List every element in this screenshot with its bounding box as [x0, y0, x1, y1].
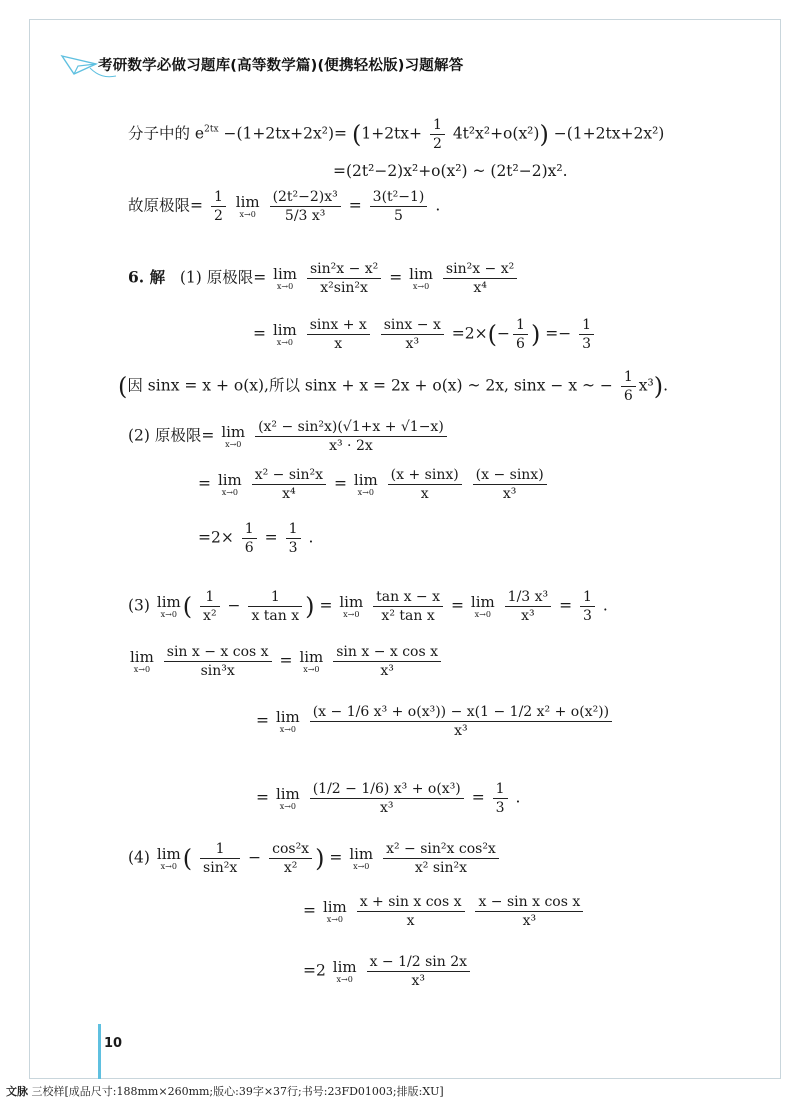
lim-word: lim	[275, 784, 300, 803]
colophon-text: 三校样[成品尺寸:188mm×260mm;版心:39字×37行;书号:23FD01003;排版:XU]	[31, 1085, 444, 1098]
numerator: 1	[432, 117, 442, 133]
limit	[272, 320, 297, 347]
colophon-brand: 文脉	[6, 1085, 28, 1098]
text: 1+2tx+	[361, 124, 423, 143]
paren: (	[182, 592, 193, 621]
lim-word: lim	[273, 264, 297, 283]
denominator: x²	[269, 858, 312, 875]
text: (2) 原极限=	[128, 426, 215, 445]
text: .	[308, 528, 314, 547]
lim-sub: x→0	[279, 724, 296, 734]
lim-word: lim	[409, 264, 433, 283]
fraction	[388, 468, 462, 501]
paren: )	[539, 120, 549, 149]
lim-sub: x→0	[326, 914, 343, 924]
footer-accent-bar	[98, 1024, 101, 1079]
denominator: 6	[513, 334, 528, 351]
numerator: (x − 1/6 x³ + o(x³)) − x(1 − 1/2 x² + o(x²))	[312, 704, 610, 720]
lim-word: lim	[470, 592, 495, 611]
numerator: x² − sin²x	[254, 467, 324, 483]
fraction	[307, 318, 370, 351]
fraction	[579, 318, 594, 351]
numerator: 1/3 x³	[507, 589, 549, 605]
lim-sub: x→0	[239, 209, 256, 219]
numerator: 1	[495, 781, 505, 797]
denominator: 3	[580, 606, 595, 623]
text: −(1+2tx+2x²)=	[223, 124, 348, 143]
fraction	[475, 895, 583, 928]
lim-sub: x→0	[225, 439, 242, 449]
numerator: tan x − x	[376, 589, 441, 605]
lim-sub: x→0	[160, 861, 177, 871]
denominator: 5/3 x³	[270, 206, 341, 223]
denominator: x³	[333, 661, 441, 678]
denominator: x³	[505, 606, 552, 623]
numerator: 1	[270, 589, 280, 605]
lim-sub: x→0	[303, 664, 320, 674]
numerator: 1	[205, 589, 215, 605]
fraction	[505, 590, 552, 623]
numerator: x + sin x cos x	[359, 894, 462, 910]
math-line-1	[128, 118, 664, 151]
lim-word: lim	[349, 844, 374, 863]
lim-word: lim	[339, 592, 364, 611]
numerator: (2t²−2)x³	[272, 189, 338, 205]
numerator: sinx + x	[309, 317, 367, 333]
limit	[470, 592, 495, 619]
numerator: 3(t²−1)	[372, 189, 425, 205]
numerator: cos²x	[272, 841, 310, 857]
text: =	[256, 711, 269, 730]
lim-sub: x→0	[412, 281, 430, 291]
math-line-3	[128, 190, 440, 223]
math-line-12	[256, 705, 615, 738]
limit	[299, 647, 324, 674]
denominator: 6	[242, 538, 257, 555]
colophon	[6, 1083, 444, 1099]
text: =	[253, 324, 266, 343]
math-line-15	[303, 895, 586, 928]
text: =−	[545, 324, 572, 343]
paren: )	[653, 372, 664, 401]
fraction	[473, 468, 547, 501]
text: =	[198, 474, 211, 493]
fraction	[493, 782, 508, 815]
numerator: sin²x − x²	[309, 261, 379, 277]
text: −	[248, 848, 262, 867]
denominator: x⁴	[443, 278, 517, 295]
paren: )	[530, 320, 541, 349]
text: =	[389, 268, 403, 287]
denominator: sin²x	[200, 858, 240, 875]
limit	[130, 647, 154, 674]
fraction	[248, 590, 302, 623]
fraction	[430, 118, 445, 151]
numerator: (x − sinx)	[475, 467, 544, 483]
lim-sub: x→0	[474, 609, 491, 619]
numerator: x − sin x cos x	[478, 894, 581, 910]
denominator: 2	[430, 134, 445, 151]
text: =	[471, 788, 485, 807]
fraction	[383, 842, 499, 875]
lim-word: lim	[130, 647, 154, 666]
text: (4)	[128, 848, 150, 867]
text: 因 sinx = x + o(x),所以 sinx + x = 2x + o(x) ~ 2x, sinx − x ~ −	[127, 376, 613, 395]
lim-sub: x→0	[343, 609, 360, 619]
lim-sub: x→0	[276, 337, 293, 347]
paren: (	[487, 320, 498, 349]
limit	[275, 707, 300, 734]
fraction	[200, 590, 220, 623]
denominator: x tan x	[248, 606, 302, 623]
lim-word: lim	[221, 422, 246, 441]
denominator: x	[307, 334, 370, 351]
numerator: 1	[288, 521, 298, 537]
denominator: sin³x	[164, 661, 272, 678]
numerator: 1	[623, 369, 633, 385]
math-line-4	[128, 262, 520, 295]
limit	[156, 844, 181, 871]
math-line-8	[198, 468, 550, 501]
math-line-16	[303, 955, 473, 988]
text: −(1+2tx+2x²)	[553, 124, 665, 143]
limit	[273, 264, 297, 291]
numerator: sin x − x cos x	[166, 644, 269, 660]
math-line-13	[256, 782, 520, 815]
numerator: (1/2 − 1/6) x³ + o(x³)	[312, 781, 461, 797]
fraction	[333, 645, 441, 678]
math-line-14	[128, 842, 502, 875]
fraction	[164, 645, 272, 678]
denominator: x²	[200, 606, 220, 623]
lim-sub: x→0	[221, 487, 238, 497]
numerator: 1	[215, 841, 225, 857]
fraction	[310, 705, 612, 738]
text: =2×	[198, 528, 234, 547]
paren: (	[182, 844, 193, 873]
numerator: 1	[582, 317, 592, 333]
numerator: sin x − x cos x	[336, 644, 439, 660]
paren: )	[315, 844, 325, 873]
lim-sub: x→0	[357, 487, 374, 497]
fraction	[621, 370, 636, 403]
fraction	[252, 468, 326, 501]
math-line-7	[128, 420, 450, 453]
denominator: x³ · 2x	[255, 436, 447, 453]
fraction	[307, 262, 381, 295]
text: 故原极限=	[128, 196, 203, 215]
denominator: x² tan x	[373, 606, 443, 623]
solution-label: 6. 解	[128, 267, 166, 287]
text: 4t²x²+o(x²)	[452, 124, 540, 143]
limit	[332, 957, 357, 984]
denominator: 3	[286, 538, 301, 555]
numerator: sinx − x	[383, 317, 441, 333]
denominator: 5	[370, 206, 428, 223]
text: =	[303, 901, 316, 920]
fraction	[513, 318, 528, 351]
limit	[221, 422, 246, 449]
limit	[353, 470, 378, 497]
lim-sub: x→0	[279, 801, 296, 811]
text: =2	[303, 961, 326, 980]
fraction	[200, 842, 240, 875]
text: .	[515, 788, 521, 807]
text: =	[264, 528, 278, 547]
lim-word: lim	[217, 470, 242, 489]
exponent: 2tx	[204, 124, 219, 135]
text: =	[450, 596, 464, 615]
denominator: x³	[310, 721, 612, 738]
lim-word: lim	[275, 707, 300, 726]
limit	[409, 264, 433, 291]
text: x³	[638, 376, 654, 395]
text: =	[329, 848, 343, 867]
fraction	[286, 522, 301, 555]
fraction	[255, 420, 447, 453]
fraction	[373, 590, 443, 623]
fraction	[269, 842, 312, 875]
numerator: 1	[516, 317, 525, 333]
denominator: x² sin²x	[383, 858, 499, 875]
lim-word: lim	[299, 647, 324, 666]
limit	[349, 844, 374, 871]
fraction	[357, 895, 465, 928]
math-line-6: (因 sinx = x + o(x),所以 sinx + x = 2x + o(x) ~ 2x, sinx − x ~ − $\frac{1}{6}$ x³).	[118, 369, 669, 404]
denominator: x	[357, 911, 465, 928]
page-header	[60, 46, 760, 86]
denominator: x³	[367, 971, 470, 988]
denominator: 6	[621, 386, 636, 403]
numerator: 1	[213, 189, 223, 205]
lim-word: lim	[322, 897, 347, 916]
lim-word: lim	[156, 844, 181, 863]
lim-sub: x→0	[336, 974, 353, 984]
text: =	[256, 788, 269, 807]
fraction	[242, 522, 257, 555]
numerator: x − 1/2 sin 2x	[369, 954, 468, 970]
limit	[275, 784, 300, 811]
text: (1) 原极限=	[179, 268, 267, 287]
lim-sub: x→0	[353, 861, 370, 871]
fraction	[270, 190, 341, 223]
header-title: 考研数学必做习题库(高等数学篇)(便携轻松版)习题解答	[98, 58, 464, 74]
lim-sub: x→0	[160, 609, 177, 619]
text: =	[333, 474, 347, 493]
text: .	[602, 596, 608, 615]
text: =	[348, 196, 362, 215]
denominator: x³	[381, 334, 444, 351]
limit	[322, 897, 347, 924]
text: =	[559, 596, 573, 615]
paren: (	[118, 372, 128, 401]
math-line-2: =(2t²−2)x²+o(x²) ~ (2t²−2)x².	[333, 162, 568, 180]
math-line-5: = lim x→0 $\frac{\sin x + x}{x}$ $\frac{\sin x - x}{\text{x³}}$ =2×(− $\frac{1}{6}$ ) =− $\frac{1}{3}$	[253, 318, 597, 351]
fraction	[443, 262, 517, 295]
numerator: (x + sinx)	[390, 467, 459, 483]
limit	[156, 592, 181, 619]
text: .	[435, 196, 441, 215]
lim-word: lim	[235, 192, 260, 211]
numerator: 1	[583, 589, 592, 605]
page-number: 10	[104, 1036, 123, 1051]
numerator: 1	[244, 521, 254, 537]
limit	[339, 592, 364, 619]
math-line-10	[128, 590, 608, 623]
limit	[217, 470, 242, 497]
lim-word: lim	[272, 320, 297, 339]
denominator: x²sin²x	[307, 278, 381, 295]
lim-word: lim	[156, 592, 181, 611]
fraction	[580, 590, 595, 623]
denominator: 2	[211, 206, 226, 223]
fraction	[211, 190, 226, 223]
denominator: x³	[310, 798, 464, 815]
math-line-11	[128, 645, 444, 678]
numerator: (x² − sin²x)(√1+x + √1−x)	[258, 419, 444, 435]
text: 分子中的 e	[128, 124, 205, 143]
text: (3)	[128, 596, 150, 615]
fraction	[381, 318, 444, 351]
lim-sub: x→0	[276, 281, 294, 291]
numerator: sin²x − x²	[445, 261, 515, 277]
denominator: x	[388, 484, 462, 501]
text: =	[279, 651, 293, 670]
fraction	[370, 190, 428, 223]
paren: (	[351, 120, 362, 149]
text: =	[319, 596, 333, 615]
lim-word: lim	[353, 470, 378, 489]
lim-sub: x→0	[133, 664, 151, 674]
fraction	[310, 782, 464, 815]
denominator: 3	[579, 334, 594, 351]
limit	[235, 192, 260, 219]
lim-word: lim	[332, 957, 357, 976]
denominator: 3	[493, 798, 508, 815]
numerator: x² − sin²x cos²x	[386, 841, 496, 857]
paren: )	[305, 592, 315, 621]
text: −	[227, 596, 241, 615]
fraction	[367, 955, 470, 988]
text: =2×	[451, 324, 488, 343]
denominator: x³	[475, 911, 583, 928]
math-line-9	[198, 522, 313, 555]
denominator: x⁴	[252, 484, 326, 501]
denominator: x³	[473, 484, 547, 501]
